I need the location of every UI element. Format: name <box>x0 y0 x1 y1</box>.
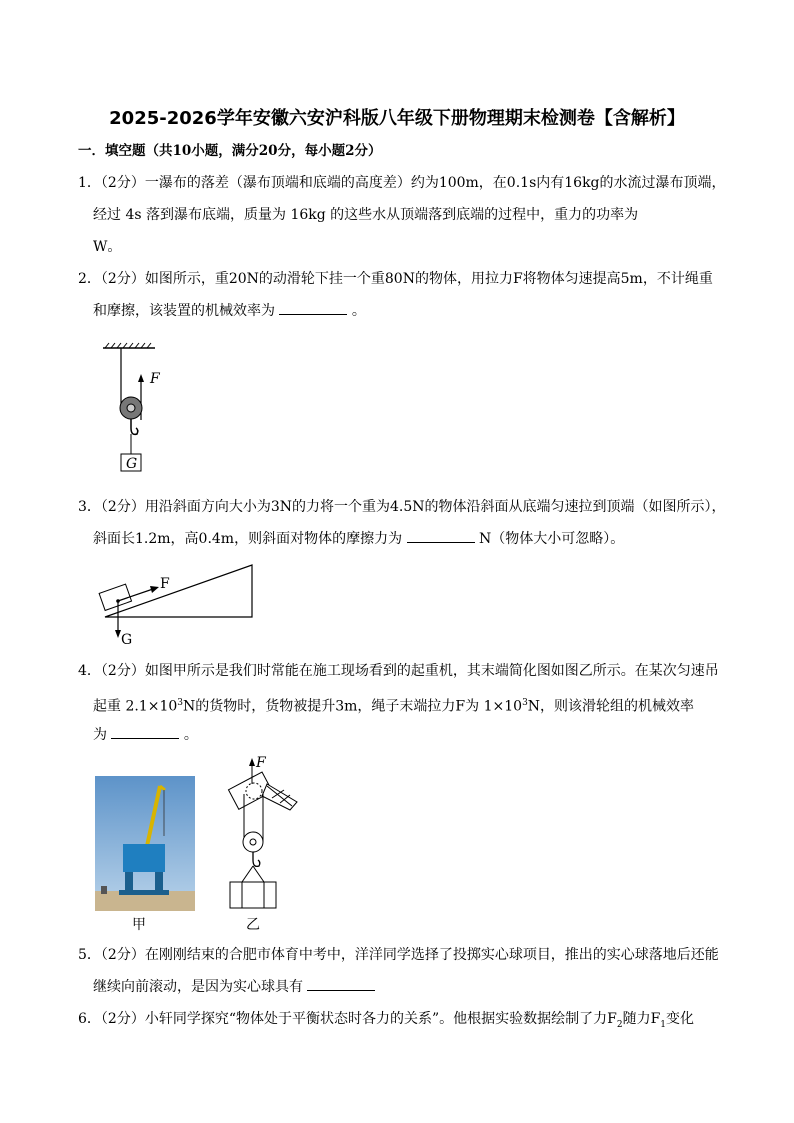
q3-text-end: N（物体大小可忽略）。 <box>479 531 625 547</box>
q2-answer-blank[interactable] <box>279 302 347 315</box>
q6-text-c: 变化 <box>666 1011 695 1027</box>
q1-line-2: 经过 4s 落到瀑布底端，质量为 16kg 的这些水从顶端落到底端的过程中，重力的功率为 <box>93 207 639 223</box>
q5-answer-blank[interactable] <box>307 978 375 991</box>
q3-answer-blank[interactable] <box>407 530 475 543</box>
q3-fig-label-G: G <box>121 632 133 648</box>
section-heading: 一．填空题（共10小题，满分20分，每小题2分） <box>78 143 382 159</box>
q5-text: 继续向前滚动，是因为实心球具有 <box>93 979 303 995</box>
q6-text-b: 随力F <box>622 1011 661 1027</box>
q4-text-end: 。 <box>183 727 198 743</box>
q4-text-b: N的货物时，货物被提升3m，绳子末端拉力F为 1×10 <box>183 698 523 715</box>
q3-text: 斜面长1.2m，高0.4m，则斜面对物体的摩擦力为 <box>93 531 403 547</box>
q4-exp-2: 3 <box>522 698 528 708</box>
crane-photo <box>95 776 195 911</box>
q2-text-end: 。 <box>351 303 366 319</box>
q3-line-2 <box>93 530 624 548</box>
page-title: 2025-2026学年安徽六安沪科版八年级下册物理期末检测卷【含解析】 <box>109 108 685 129</box>
q4-text-wei: 为 <box>93 727 107 743</box>
q4-answer-blank[interactable] <box>111 726 179 739</box>
q4-caption-yi: 乙 <box>246 917 260 933</box>
q5-line-1: 5．（2分）在刚刚结束的合肥市体育中考中，洋洋同学选择了投掷实心球项目，推出的实心球落地后还能 <box>78 947 719 963</box>
q3-fig-label-F: F <box>160 576 170 592</box>
q4-exp-1: 3 <box>177 698 183 708</box>
pulley-block-figure <box>222 754 312 914</box>
q4-line-2 <box>93 694 694 716</box>
q4-line-1: 4．（2分）如图甲所示是我们时常能在施工现场看到的起重机，其末端简化图如图乙所示。在某次匀速吊 <box>78 663 719 679</box>
q4-caption-jia: 甲 <box>132 917 146 933</box>
q4-fig-label-F: F <box>256 755 266 771</box>
q6-sub-1: 1 <box>660 1019 667 1030</box>
q3-line-1: 3．（2分）用沿斜面方向大小为3N的力将一个重为4.5N的物体沿斜面从底端匀速拉到顶端（如图所示）， <box>78 499 726 515</box>
q5-line-2 <box>93 978 375 996</box>
q2-text: 和摩擦，该装置的机械效率为 <box>93 303 275 319</box>
pulley-figure <box>95 340 165 475</box>
q4-line-3 <box>93 726 198 744</box>
q1-line-3: W。 <box>93 239 122 255</box>
q6-text-a: 6．（2分）小轩同学探究“物体处于平衡状态时各力的关系”。他根据实验数据绘制了力F <box>78 1011 617 1027</box>
q2-line-1: 2．（2分）如图所示，重20N的动滑轮下挂一个重80N的物体，用拉力F将物体匀速提高5m，不计绳重 <box>78 271 713 287</box>
q2-fig-label-G: G <box>126 456 138 472</box>
q1-line-1: 1．（2分）一瀑布的落差（瀑布顶端和底端的高度差）约为100m，在0.1s内有16kg的水流过瀑布顶端， <box>78 175 726 191</box>
q4-text-c: N，则该滑轮组的机械效率 <box>527 698 695 715</box>
q4-text-a: 起重 2.1×10 <box>93 698 178 715</box>
q2-line-2 <box>93 302 366 320</box>
q2-fig-label-F: F <box>150 371 160 387</box>
q6-sub-2: 2 <box>616 1019 623 1030</box>
q6-line-1 <box>78 1010 694 1034</box>
